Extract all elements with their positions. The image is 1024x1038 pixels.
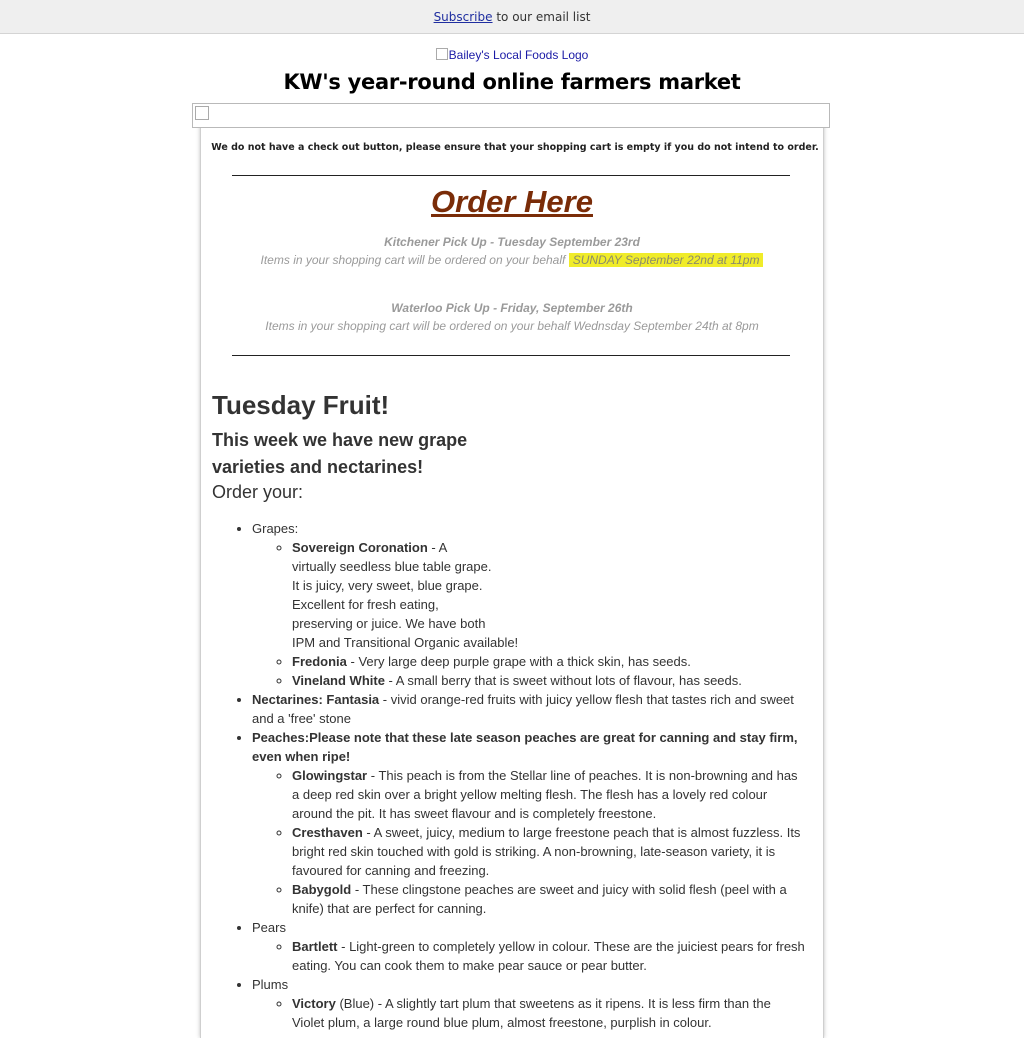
kitchener-deadline-text: Items in your shopping cart will be ordered on your behalf	[260, 253, 569, 267]
grapes-label: Grapes:	[252, 521, 299, 536]
babygold-desc: - These clingstone peaches are sweet and juicy with solid flesh (peel with a knife) that are perfect for canning.	[292, 882, 787, 916]
list-item-victory	[292, 994, 806, 1032]
plums-label: Plums	[252, 977, 289, 992]
cresthaven-name: Cresthaven	[292, 825, 363, 840]
list-item-plums	[252, 975, 806, 1032]
sovereign-desc: - A	[427, 540, 448, 555]
list-item-cresthaven	[292, 823, 806, 880]
checkout-notice: We do not have a check out button, please ensure that your shopping cart is empty if you do not intend to order.	[211, 142, 819, 153]
list-item-fredonia	[292, 652, 806, 671]
victory-name: Victory	[292, 996, 336, 1011]
victory-desc: (Blue) - A slightly tart plum that sweetens as it ripens. It is less firm than the Violet plum, a large round blue plum, almost freestone, purplish in colour.	[292, 996, 771, 1030]
list-item-bartlett	[292, 937, 806, 975]
logo-alt-text: Bailey's Local Foods Logo	[448, 48, 589, 62]
list-item-vineland	[292, 671, 806, 690]
babygold-name: Babygold	[292, 882, 352, 897]
waterloo-pickup-deadline: Items in your shopping cart will be ordered on your behalf Wednsday September 24th at 8pm	[265, 319, 759, 333]
site-title: KW's year-round online farmers market	[283, 70, 741, 94]
kitchener-pickup-title: Kitchener Pick Up - Tuesday September 23rd	[384, 235, 640, 249]
bartlett-name: Bartlett	[292, 939, 338, 954]
sovereign-name: Sovereign Coronation	[292, 540, 428, 555]
glowingstar-desc: - This peach is from the Stellar line of peaches. It is non-browning and has a deep red skin over a bright yellow melting flesh. The flesh has a lovely red colour around the pit. It has sweet flavour and is completely freestone.	[292, 768, 798, 821]
pears-label: Pears	[252, 920, 286, 935]
order-your-label: Order your:	[212, 482, 304, 502]
list-item-glowingstar	[292, 766, 806, 823]
broken-image-icon	[195, 106, 209, 120]
section-subheading: This week we have new grape varieties and nectarines!	[212, 430, 468, 477]
fredonia-desc: - Very large deep purple grape with a thick skin, has seeds.	[346, 654, 691, 669]
vineland-name: Vineland White	[292, 673, 385, 688]
list-item-pears	[252, 918, 806, 975]
subscribe-link[interactable]: Subscribe	[433, 10, 493, 24]
waterloo-pickup-title: Waterloo Pick Up - Friday, September 26th	[391, 301, 633, 315]
logo-link[interactable]	[436, 48, 589, 62]
list-item-babygold	[292, 880, 806, 918]
logo[interactable]	[0, 48, 1024, 62]
divider-bottom	[232, 355, 790, 356]
nectarines-name: Nectarines: Fantasia	[252, 692, 380, 707]
order-here-link[interactable]: Order Here	[431, 184, 593, 219]
sovereign-desc: Excellent for fresh eating,	[292, 597, 439, 612]
sovereign-desc: preserving or juice. We have both	[292, 616, 486, 631]
peaches-label: Peaches:Please note that these late season peaches are great for canning and stay firm, even when ripe!	[252, 730, 798, 764]
cresthaven-desc: - A sweet, juicy, medium to large freestone peach that is almost fuzzless. Its bright red skin touched with gold is striking. A non-browning, late-season variety, it is favoured for canning and freezing.	[292, 825, 801, 878]
kitchener-deadline-highlight: SUNDAY September 22nd at 11pm	[569, 253, 764, 267]
sovereign-desc: IPM and Transitional Organic available!	[292, 635, 519, 650]
divider-top	[232, 175, 790, 176]
broken-image-icon	[436, 48, 448, 60]
subscribe-text: to our email list	[492, 10, 591, 24]
section-heading: Tuesday Fruit!	[212, 390, 390, 420]
kitchener-pickup-deadline	[0, 253, 1024, 267]
list-item-peaches	[252, 728, 806, 918]
glowingstar-name: Glowingstar	[292, 768, 368, 783]
banner-image	[192, 103, 830, 128]
nectarines-desc: - vivid orange-red fruits with juicy yellow flesh that tastes rich and sweet and a 'free' stone	[252, 692, 794, 726]
list-item-sovereign	[292, 538, 806, 652]
list-item-nectarines	[252, 690, 806, 728]
vineland-desc: - A small berry that is sweet without lots of flavour, has seeds.	[384, 673, 742, 688]
product-list	[212, 519, 806, 1032]
bartlett-desc: - Light-green to completely yellow in colour. These are the juiciest pears for fresh eating. You can cook them to make pear sauce or pear butter.	[292, 939, 805, 973]
list-item-grapes	[252, 519, 806, 690]
sovereign-desc: It is juicy, very sweet, blue grape.	[292, 578, 483, 593]
fredonia-name: Fredonia	[292, 654, 347, 669]
subscribe-bar	[0, 0, 1024, 34]
sovereign-desc: virtually seedless blue table grape.	[292, 559, 492, 574]
